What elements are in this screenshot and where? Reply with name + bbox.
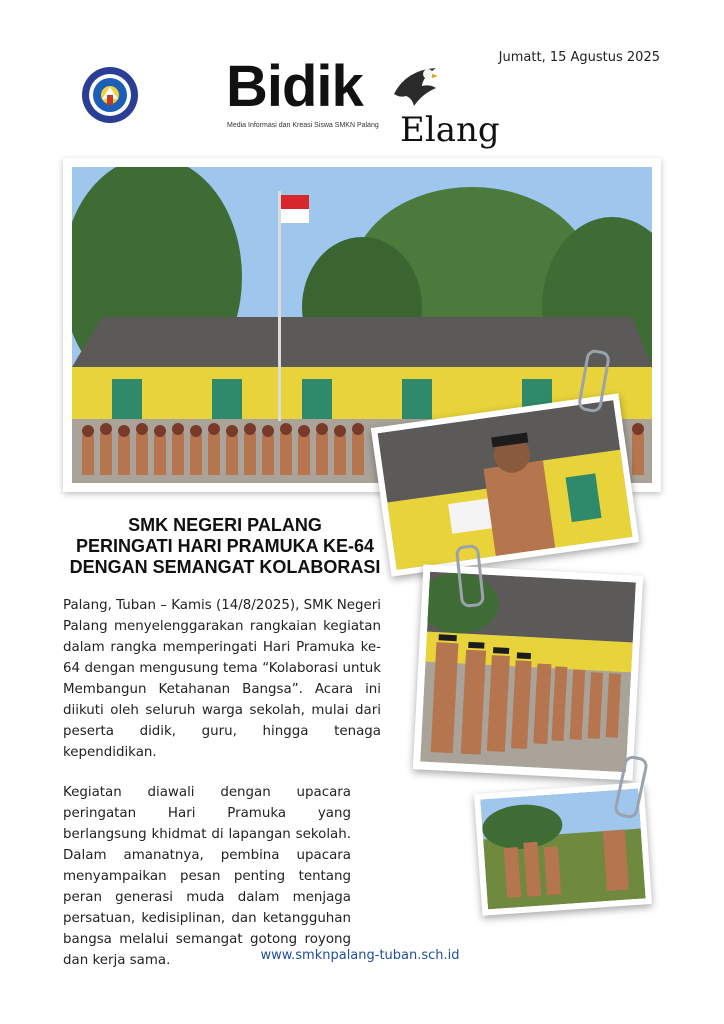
masthead-tagline: Media Informasi dan Kreasi Siswa SMKN Palang [227,122,379,129]
website-link[interactable]: www.smknpalang-tuban.sch.id [260,948,460,963]
headline-line: DENGAN SEMANGAT KOLABORASI [69,557,381,577]
masthead-title: Bidik [226,54,363,119]
headline-line: PERINGATI HARI PRAMUKA KE-64 [75,536,375,556]
eagle-icon [392,64,438,110]
photo-scouts-lineup [413,564,643,780]
school-seal-logo [80,65,140,125]
headline-line: SMK NEGERI PALANG [128,515,322,535]
article-headline [60,515,390,578]
article-paragraph-1: Palang, Tuban – Kamis (14/8/2025), SMK Negeri Palang menyelenggarakan rangkaian kegiatan dalam rangka memperingati Hari Pramuka ke-64 dengan mengusung tema “Kolaborasi untuk Membangun Ketahanan Bangsa”. Acara ini diikuti oleh seluruh warga sekolah, mulai dari peserta didik, guru, hingga tenaga kependidikan. [63,598,381,760]
issue-date: Jumatt, 15 Agustus 2025 [498,50,660,65]
masthead-subtitle: Elang [400,110,500,150]
article-paragraph-2: Kegiatan diawali dengan upacara peringatan Hari Pramuka yang berlangsung khidmat di lapangan sekolah. Dalam amanatnya, pembina upacara menyampaikan pesan penting tentang peran generasi muda dalam menjaga persatuan, kedisiplinan, dan ketangguhan bangsa melalui semangat gotong royong dan kerja sama. [63,785,351,968]
